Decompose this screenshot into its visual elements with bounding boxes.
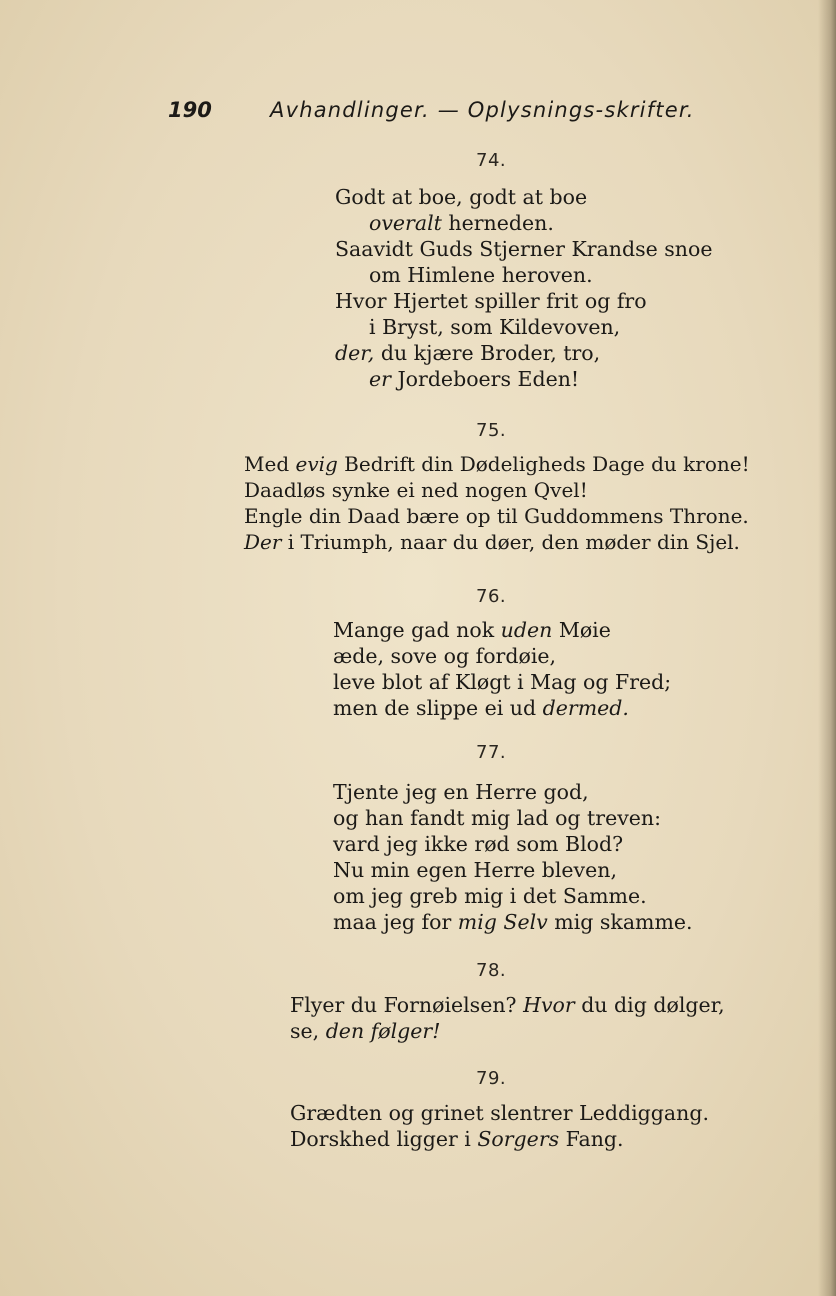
line-text: om Himlene heroven. — [369, 263, 593, 287]
poem-line — [333, 909, 693, 935]
line-text: Jordeboers Eden! — [390, 367, 580, 391]
italic-text: den følger! — [325, 1019, 441, 1043]
poem-75 — [244, 451, 750, 555]
page-spine-shadow — [818, 0, 836, 1296]
italic-text: Der — [244, 530, 282, 554]
poem-74 — [335, 184, 713, 392]
poem-line — [290, 992, 725, 1018]
poem-number: 78. — [476, 960, 507, 981]
running-header — [168, 98, 728, 134]
line-text: men de slippe ei ud — [333, 696, 543, 720]
line-text: Grædten og grinet slentrer Leddiggang. — [290, 1101, 709, 1125]
poem-line — [335, 288, 713, 314]
italic-text: dermed. — [542, 696, 629, 720]
italic-text: overalt — [369, 211, 442, 235]
italic-text: Hvor — [523, 993, 575, 1017]
line-text: Saavidt Guds Stjerner Krandse snoe — [335, 237, 713, 261]
running-title: Avhandlinger. — Oplysnings-skrifter. — [270, 98, 695, 122]
italic-text: uden — [500, 618, 553, 642]
line-text: herneden. — [441, 211, 554, 235]
poem-line — [335, 340, 713, 366]
line-text: Godt at boe, godt at boe — [335, 185, 588, 209]
poem-77 — [333, 779, 693, 935]
line-text: maa jeg for — [333, 910, 458, 934]
line-text: Engle din Daad bære op til Guddommens Throne. — [244, 504, 749, 528]
poem-78 — [290, 992, 725, 1044]
line-text: mig skamme. — [547, 910, 693, 934]
line-text: Daadløs synke ei ned nogen Qvel! — [244, 478, 588, 502]
poem-number: 75. — [476, 420, 507, 441]
line-text: Flyer du Fornøielsen? — [290, 993, 524, 1017]
poem-line — [333, 695, 671, 721]
poem-line — [335, 366, 713, 392]
poem-line — [333, 883, 693, 909]
poem-line — [244, 503, 750, 529]
line-text: leve blot af Kløgt i Mag og Fred; — [333, 670, 672, 694]
line-text: Møie — [552, 618, 611, 642]
poem-line — [335, 184, 713, 210]
line-text: Bedrift din Dødeligheds Dage du krone! — [337, 452, 750, 476]
italic-text: Sorgers — [477, 1127, 560, 1151]
italic-text: er — [369, 367, 391, 391]
poem-line — [244, 477, 750, 503]
poem-line — [335, 262, 713, 288]
poem-line — [290, 1100, 709, 1126]
line-text: Fang. — [559, 1127, 624, 1151]
line-text: vard jeg ikke rød som Blod? — [333, 832, 624, 856]
italic-text: evig — [295, 452, 338, 476]
line-text: Mange gad nok — [333, 618, 501, 642]
poem-line — [333, 643, 671, 669]
italic-text: der, — [335, 341, 375, 365]
line-text: se, — [290, 1019, 326, 1043]
poem-line — [290, 1126, 709, 1152]
poem-number: 79. — [476, 1068, 507, 1089]
poem-line — [290, 1018, 725, 1044]
poem-number: 74. — [476, 150, 507, 171]
italic-text: mig Selv — [457, 910, 548, 934]
line-text: Nu min egen Herre bleven, — [333, 858, 617, 882]
line-text: i Triumph, naar du døer, den møder din Sjel. — [281, 530, 740, 554]
poem-line — [335, 236, 713, 262]
poem-line — [244, 529, 750, 555]
line-text: om jeg greb mig i det Samme. — [333, 884, 647, 908]
poem-76 — [333, 617, 671, 721]
poem-line — [333, 669, 671, 695]
line-text: Tjente jeg en Herre god, — [333, 780, 589, 804]
line-text: Dorskhed ligger i — [290, 1127, 478, 1151]
poem-line — [333, 805, 693, 831]
poem-line — [335, 210, 713, 236]
line-text: æde, sove og fordøie, — [333, 644, 557, 668]
line-text: i Bryst, som Kildevoven, — [369, 315, 621, 339]
line-text: Hvor Hjertet spiller frit og fro — [335, 289, 647, 313]
line-text: Med — [244, 452, 296, 476]
poem-line — [333, 617, 671, 643]
poem-number: 76. — [476, 586, 507, 607]
poem-line — [333, 779, 693, 805]
line-text: du kjære Broder, tro, — [374, 341, 601, 365]
poem-line — [244, 451, 750, 477]
line-text: du dig dølger, — [574, 993, 725, 1017]
line-text: og han fandt mig lad og treven: — [333, 806, 662, 830]
poem-number: 77. — [476, 742, 507, 763]
poem-line — [333, 831, 693, 857]
poem-79 — [290, 1100, 709, 1152]
page-number: 190 — [168, 98, 212, 122]
poem-line — [333, 857, 693, 883]
poem-line — [335, 314, 713, 340]
